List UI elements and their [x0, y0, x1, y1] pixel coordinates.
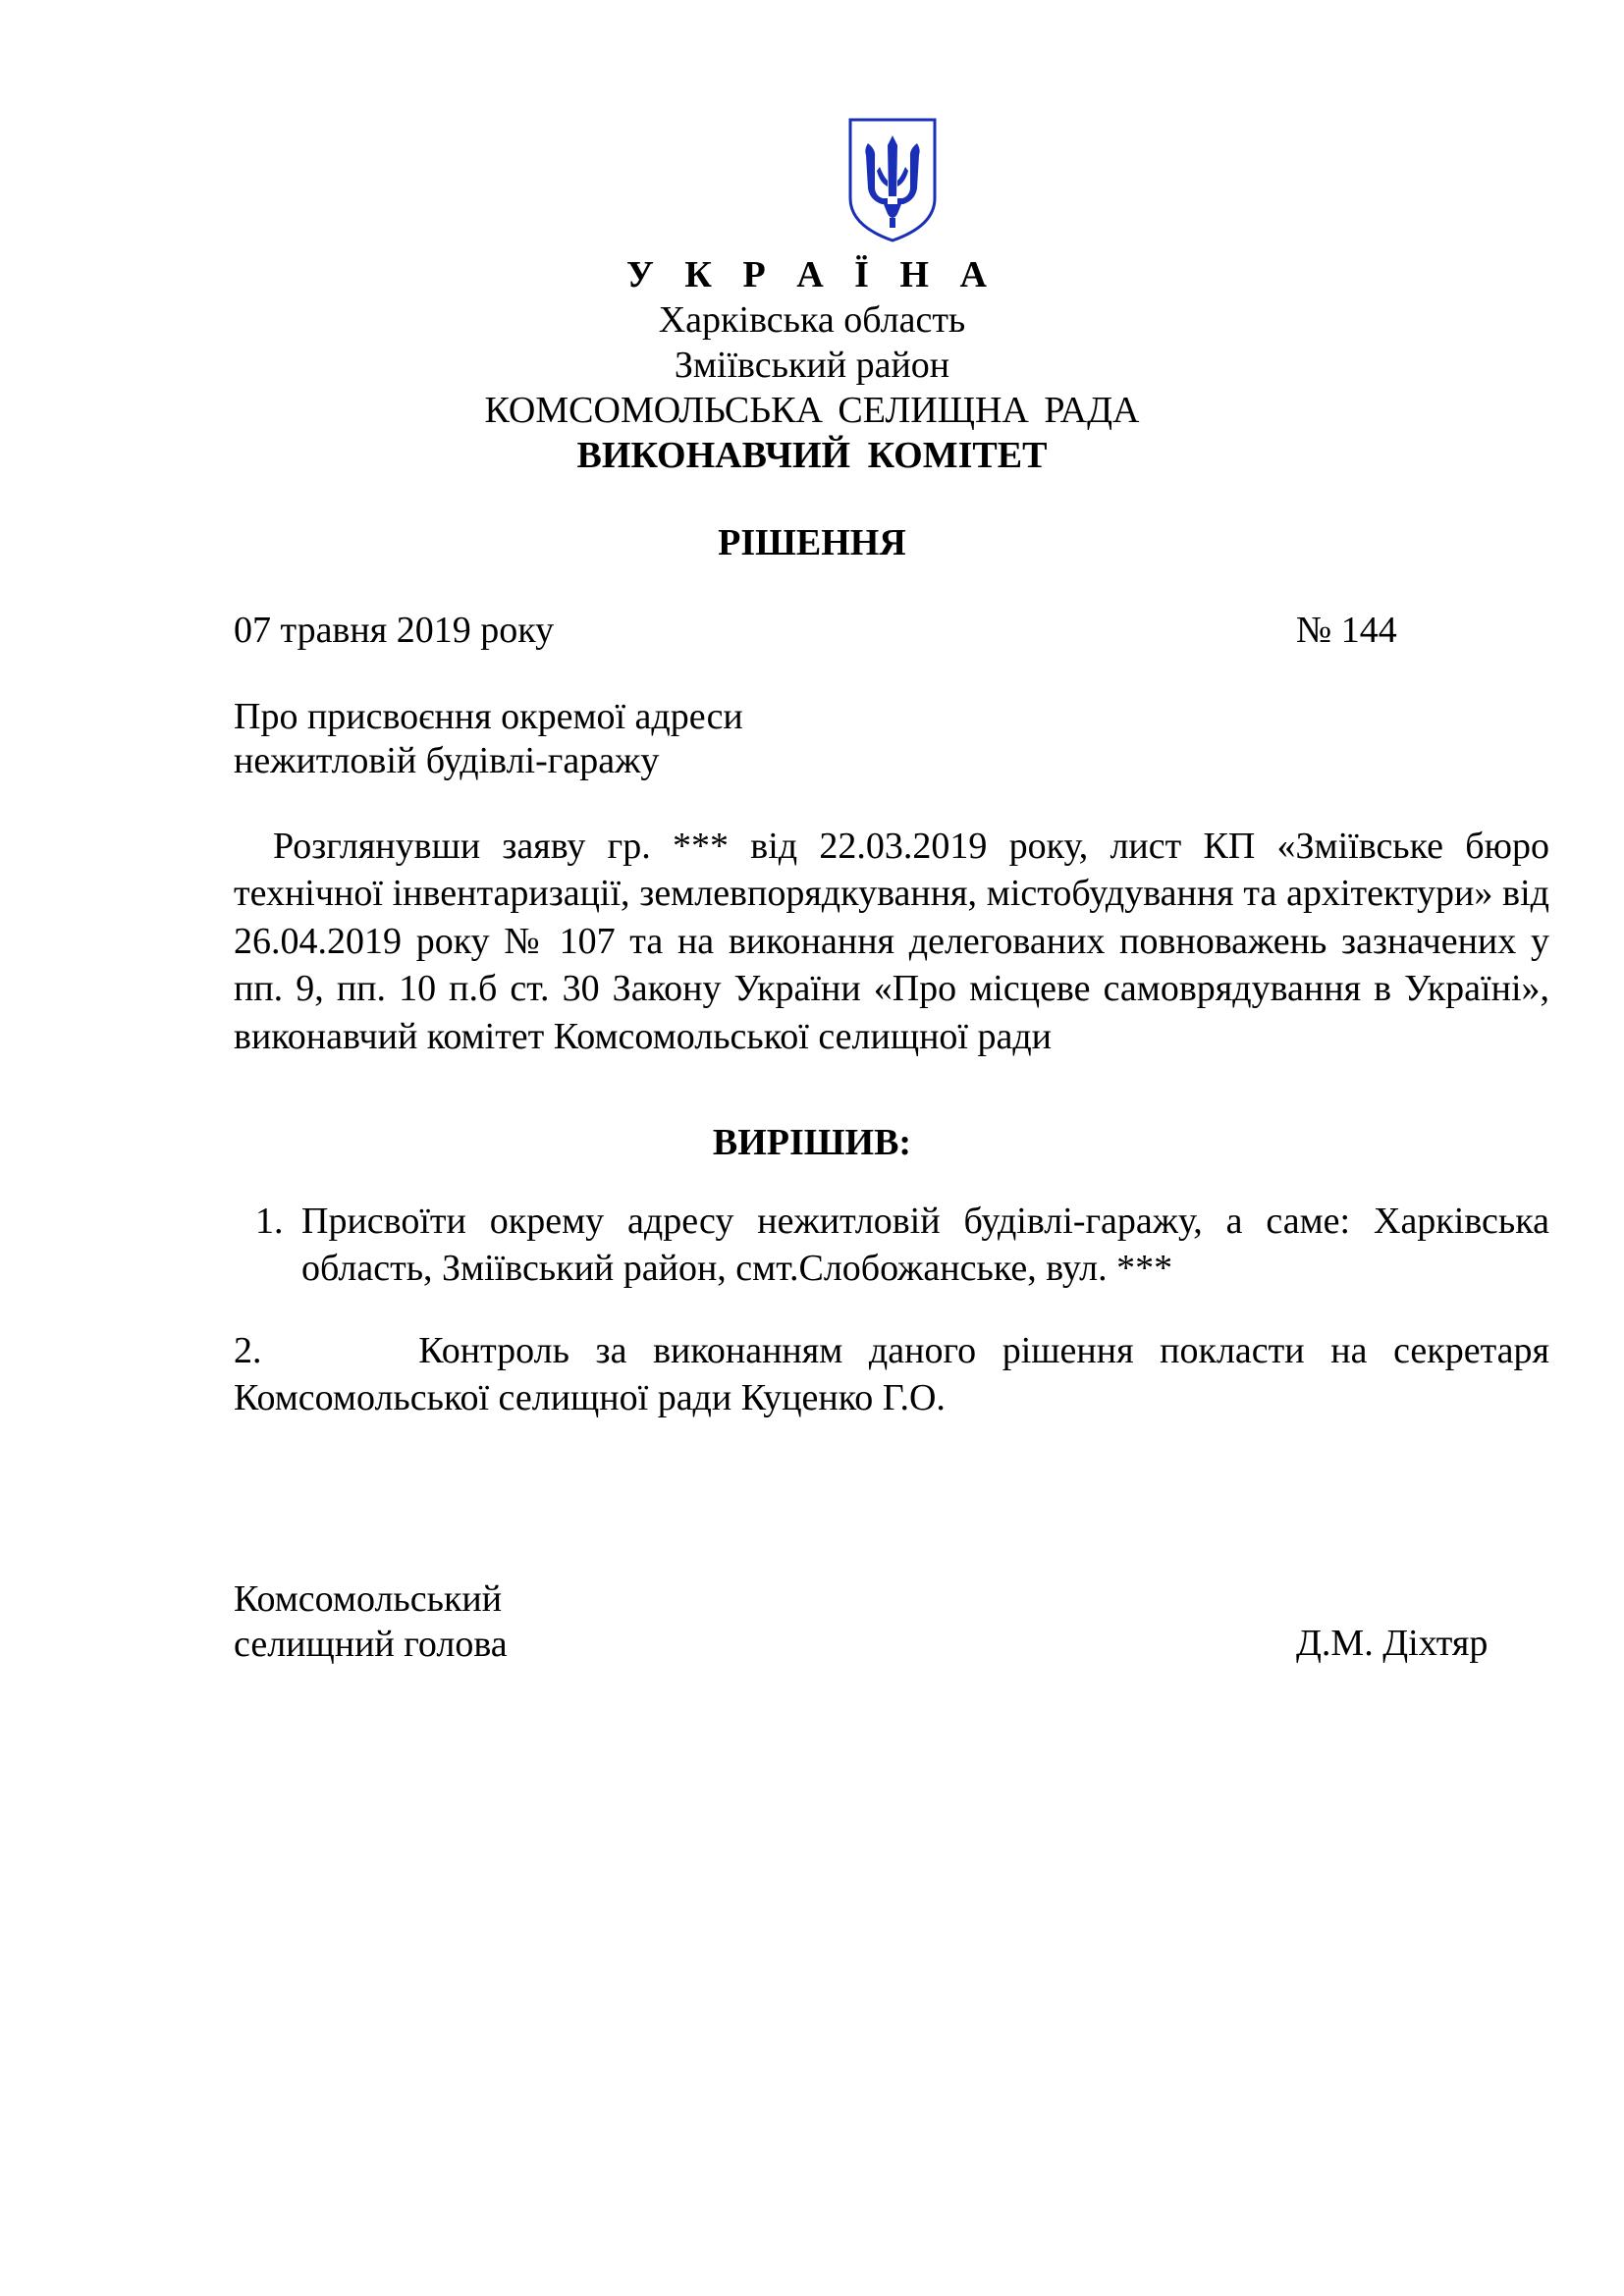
preamble [234, 823, 1549, 1060]
decision-item-text: Присвоїти окрему адресу нежитловій будівлі-гаражу, а саме: Харківська область, Зміївський район, смт.Слобожанське, вул. *** [301, 1201, 1549, 1289]
region-name: Харківська область [658, 299, 966, 341]
preamble-text: Розглянувши заяву гр. *** від 22.03.2019 року, лист КП «Зміївське бюро технічної інвентаризації, землевпорядкування, містобудування та архітектури» від 26.04.2019 року № 107 та на виконання делегованих повноважень зазначених у пп. 9, пп. 10 п.б ст. 30 Закону України «Про місцеве самоврядування в Україні», виконавчий комітет Комсомольської селищної ради [234, 826, 1549, 1057]
decision-item-paragraph [234, 1327, 1549, 1421]
document-type: РІШЕННЯ [718, 522, 906, 563]
signatory-position-line: селищний голова [234, 1624, 508, 1665]
signatory-name: Д.М. Діхтяр [1296, 1623, 1489, 1664]
decision-item-number: 2. [234, 1330, 262, 1371]
council-name: КОМСОМОЛЬСЬКА СЕЛИЩНА РАДА [484, 390, 1140, 431]
committee-name: ВИКОНАВЧИЙ КОМІТЕТ [576, 435, 1048, 476]
country-title: У К Р А Ї Н А [626, 254, 998, 295]
document-number: № 144 [1296, 610, 1397, 651]
district-name: Зміївський район [674, 345, 950, 386]
signatory-position-line: Комсомольський [234, 1578, 503, 1620]
signatory-position [234, 1576, 508, 1667]
subject-line: Про присвоєння окремої адреси [234, 696, 743, 737]
document-date: 07 травня 2019 року [234, 610, 555, 651]
document-subject [234, 695, 743, 783]
decision-item [234, 1327, 1549, 1421]
decision-item-text: Контроль за виконанням даного рішення покласти на секретаря Комсомольської селищної ради Куценко Г.О. [234, 1330, 1550, 1418]
coat-of-arms-icon [846, 116, 939, 243]
decided-heading: ВИРІШИВ: [712, 1122, 912, 1163]
subject-line: нежитловій будівлі-гаражу [234, 740, 660, 781]
decision-item-number: 1. [255, 1201, 284, 1242]
